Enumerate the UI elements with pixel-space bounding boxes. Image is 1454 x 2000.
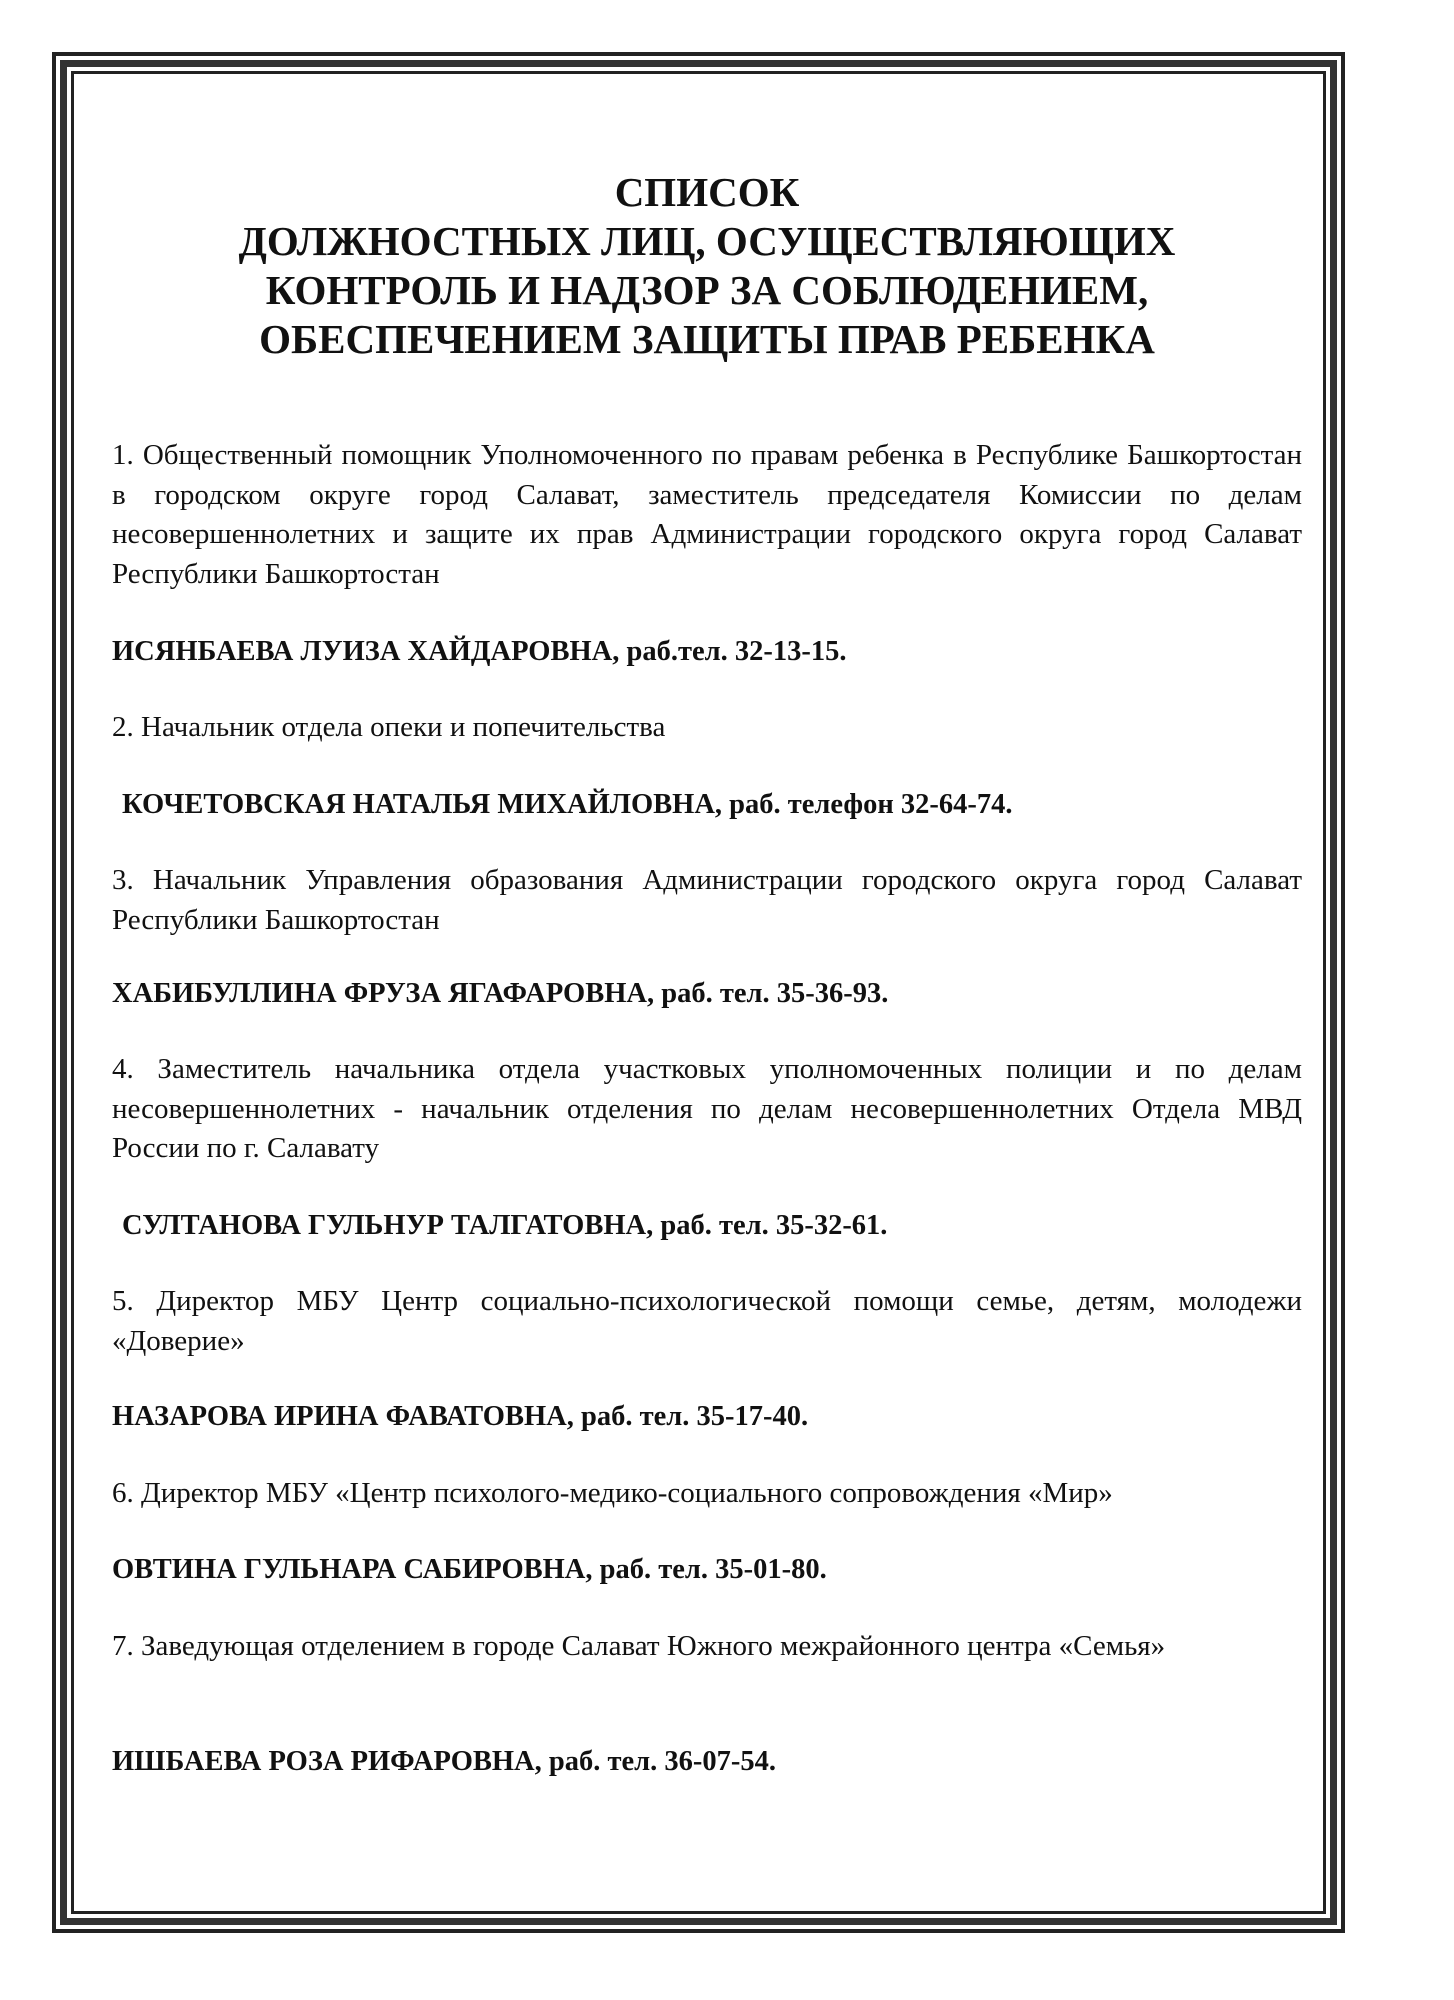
entry-position: 7. Заведующая отделением в городе Салават Южного межрайонного центра «Семья»: [112, 1630, 1166, 1662]
title-line: КОНТРОЛЬ И НАДЗОР ЗА СОБЛЮДЕНИЕМ,: [265, 267, 1149, 313]
entry-position: 5. Директор МБУ Центр социально-психологической помощи семье, детям, молодежи «Доверие»: [112, 1285, 1302, 1357]
entry-contact: ИШБАЕВА РОЗА РИФАРОВНА, раб. тел. 36-07-54.: [112, 1746, 776, 1777]
entry-contact: ХАБИБУЛЛИНА ФРУЗА ЯГАФАРОВНА, раб. тел. 35-36-93.: [112, 978, 889, 1009]
entry-contact: ИСЯНБАЕВА ЛУИЗА ХАЙДАРОВНА, раб.тел. 32-13-15.: [112, 636, 847, 667]
entry-contact: ОВТИНА ГУЛЬНАРА САБИРОВНА, раб. тел. 35-01-80.: [112, 1554, 827, 1585]
entry-position: 6. Директор МБУ «Центр психолого-медико-социального сопровождения «Мир»: [112, 1477, 1113, 1509]
title-line: ОБЕСПЕЧЕНИЕМ ЗАЩИТЫ ПРАВ РЕБЕНКА: [259, 316, 1155, 362]
title-line: ДОЛЖНОСТНЫХ ЛИЦ, ОСУЩЕСТВЛЯЮЩИХ: [238, 218, 1176, 264]
entry-position: 3. Начальник Управления образования Администрации городского округа город Салават Республики Башкортостан: [112, 864, 1302, 936]
entry-position: 4. Заместитель начальника отдела участковых уполномоченных полиции и по делам несовершеннолетних - начальник отделения по делам несовершеннолетних Отдела МВД России по г. Салавату: [112, 1053, 1302, 1164]
entry-position: 1. Общественный помощник Уполномоченного по правам ребенка в Республике Башкортостан в городском округе город Салават, заместитель председателя Комиссии по делам несовершеннолетних и защите их прав Администрации городского округа город Салават Республики Башкортостан: [112, 439, 1302, 590]
entry-contact: НАЗАРОВА ИРИНА ФАВАТОВНА, раб. тел. 35-17-40.: [112, 1401, 809, 1432]
document-title: [112, 168, 1302, 364]
title-line: СПИСОК: [614, 169, 800, 215]
entry-contact: КОЧЕТОВСКАЯ НАТАЛЬЯ МИХАЙЛОВНА, раб. телефон 32-64-74.: [122, 789, 1013, 820]
entry-contact: СУЛТАНОВА ГУЛЬНУР ТАЛГАТОВНА, раб. тел. 35-32-61.: [122, 1210, 888, 1241]
entry-position: 2. Начальник отдела опеки и попечительства: [112, 711, 666, 743]
